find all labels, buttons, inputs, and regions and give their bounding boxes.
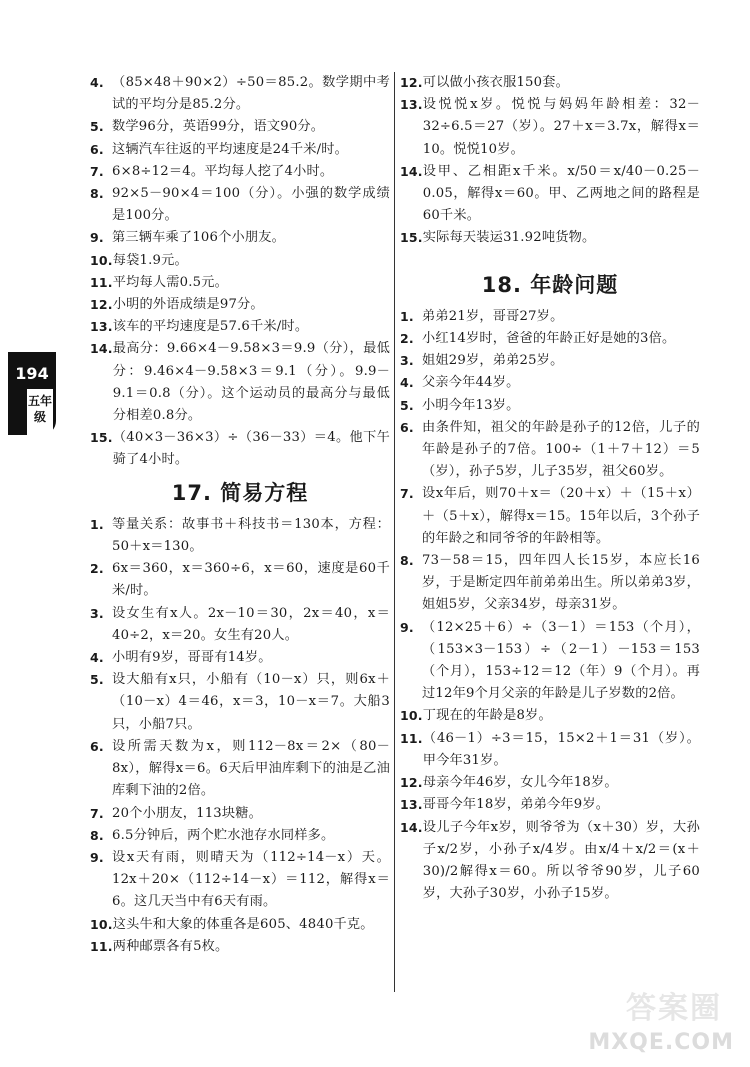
answer-item xyxy=(90,736,390,803)
answer-item xyxy=(400,483,700,550)
answer-number: 8. xyxy=(90,186,104,202)
answer-text: 等量关系：故事书＋科技书＝130本，方程：50＋x＝130。 xyxy=(112,516,390,555)
answer-text: （40×3－36×3）÷（36－33）＝4。他下午骑了4小时。 xyxy=(112,430,390,468)
answer-item xyxy=(90,825,390,847)
answer-text: 设儿子今年x岁，则爷爷为（x＋30）岁，大孙子x/2岁，小孙子x/4岁。由x/4＋x/2＝(x＋30)/2解得x＝60。所以爷爷90岁，儿子60岁，大孙子30岁，小孙子15岁。 xyxy=(422,819,700,902)
answer-number: 15. xyxy=(400,230,423,246)
answer-item xyxy=(90,161,390,183)
answer-item xyxy=(400,617,700,706)
answer-number: 2. xyxy=(400,331,414,347)
answer-item xyxy=(400,306,700,328)
answer-number: 1. xyxy=(90,516,104,532)
answer-item xyxy=(90,316,390,338)
answer-number: 12. xyxy=(400,775,423,791)
answer-text: 丁现在的年龄是8岁。 xyxy=(422,708,552,724)
answer-number: 7. xyxy=(90,805,104,821)
answer-item xyxy=(90,183,390,227)
left-column xyxy=(90,72,390,958)
answer-text: 姐姐29岁，弟弟25岁。 xyxy=(422,353,564,369)
page-number: 194 xyxy=(8,352,56,389)
answer-item xyxy=(90,514,390,558)
answer-text: 由条件知，祖父的年龄是孙子的12倍，儿子的年龄是孙子的7倍。100÷（1＋7＋12）＝5（岁），孙子5岁，儿子35岁，祖父60岁。 xyxy=(422,419,700,480)
page-tab xyxy=(8,352,56,435)
answer-number: 9. xyxy=(90,230,104,246)
answer-number: 5. xyxy=(400,397,414,413)
answer-number: 10. xyxy=(90,252,113,268)
answer-text: 实际每天装运31.92吨货物。 xyxy=(422,230,596,246)
right-column xyxy=(400,72,700,905)
answer-number: 8. xyxy=(400,553,414,569)
answer-item xyxy=(90,914,390,936)
answer-item xyxy=(400,161,700,228)
right-answer-list xyxy=(400,72,700,250)
answer-number: 10. xyxy=(90,916,113,932)
answer-text: 哥哥今年18岁，弟弟今年9岁。 xyxy=(422,797,610,813)
answer-text: 设女生有x人。2x－10＝30，2x＝40，x＝40÷2，x＝20。女生有20人。 xyxy=(112,605,390,643)
answer-number: 10. xyxy=(400,708,423,724)
section-17-title: 17. 简易方程 xyxy=(171,480,309,505)
answer-item xyxy=(90,250,390,272)
answer-text: 该车的平均速度是57.6千米/时。 xyxy=(112,319,309,335)
left-answer-list xyxy=(90,72,390,472)
answer-item xyxy=(400,328,700,350)
answer-number: 14. xyxy=(90,341,113,357)
answer-number: 12. xyxy=(400,75,423,90)
answer-number: 5. xyxy=(90,119,104,135)
answer-number: 13. xyxy=(400,97,423,113)
answer-number: 13. xyxy=(400,797,423,813)
answer-item xyxy=(400,417,700,484)
answer-number: 7. xyxy=(90,163,104,179)
answer-item xyxy=(400,94,700,161)
answer-item xyxy=(400,772,700,794)
answer-text: （12×25＋6）÷（3－1）＝153（个月），（153×3－153）÷（2－1）－153＝153（个月），153÷12＝12（年）9（个月）。再过12年9个月父亲的年龄是儿子岁数的2倍。 xyxy=(422,619,700,702)
column-divider xyxy=(394,72,395,992)
answer-item xyxy=(400,227,700,249)
answer-item xyxy=(90,227,390,249)
answer-number: 6. xyxy=(400,419,414,435)
answer-text: 20个小朋友，113块糖。 xyxy=(112,805,263,821)
answer-text: 小明今年13岁。 xyxy=(422,397,520,413)
answer-text: 6.5分钟后，两个贮水池存水同样多。 xyxy=(112,827,335,843)
answer-number: 11. xyxy=(400,730,423,746)
answer-text: 小红14岁时，爸爸的年龄正好是她的3倍。 xyxy=(422,331,676,347)
answer-text: 两种邮票各有5枚。 xyxy=(112,938,229,954)
answer-number: 7. xyxy=(400,486,414,502)
answer-number: 8. xyxy=(90,827,104,843)
answer-text: 父亲今年44岁。 xyxy=(422,375,520,391)
answer-item xyxy=(400,817,700,906)
answer-number: 12. xyxy=(90,297,113,313)
answer-text: 数学96分，英语99分，语文90分。 xyxy=(112,119,325,135)
answer-item xyxy=(400,550,700,617)
answer-item xyxy=(400,705,700,727)
answer-text: 平均每人需0.5元。 xyxy=(112,274,229,290)
answer-item xyxy=(90,294,390,316)
answer-text: 92×5－90×4＝100（分）。小强的数学成绩是100分。 xyxy=(112,186,390,224)
answer-text: 设x天有雨，则晴天为（112÷14－x）天。12x＋20×（112÷14－x）＝112，解得x＝6。这几天当中有6天有雨。 xyxy=(112,849,390,910)
answer-number: 1. xyxy=(400,308,414,324)
answer-number: 3. xyxy=(90,605,104,621)
answer-item xyxy=(90,647,390,669)
answer-text: 73－58＝15，四年四人长15岁，本应长16岁，于是断定四年前弟弟出生。所以弟弟3岁，姐姐5岁，父亲34岁，母亲31岁。 xyxy=(422,553,700,613)
answer-text: 这头牛和大象的体重各是605、4840千克。 xyxy=(112,916,374,932)
answer-item xyxy=(90,72,390,116)
answer-number: 9. xyxy=(90,849,104,865)
answer-text: 设悦悦x岁。悦悦与妈妈年龄相差：32－32÷6.5＝27（岁）。27＋x＝3.7x，解得x＝10。悦悦10岁。 xyxy=(422,97,700,157)
answer-text: 设甲、乙相距x千米。x/50＝x/40－0.25－0.05，解得x＝60。甲、乙两地之间的路程是60千米。 xyxy=(422,163,700,224)
answer-text: 这辆汽车往返的平均速度是24千米/时。 xyxy=(112,141,349,157)
answer-item xyxy=(400,72,700,94)
answer-number: 13. xyxy=(90,319,113,335)
answer-item xyxy=(90,338,390,427)
answer-item xyxy=(90,669,390,736)
section-18-answer-list xyxy=(400,306,700,905)
answer-item xyxy=(400,728,700,772)
answer-number: 11. xyxy=(90,938,113,954)
section-17-answer-list xyxy=(90,514,390,958)
answer-item xyxy=(400,395,700,417)
answer-text: 最高分：9.66×4－9.58×3＝9.9（分），最低分：9.46×4－9.58×3＝9.1（分）。9.9－9.1＝0.8（分）。这个运动员的最高分与最低分相差0.8分。 xyxy=(112,341,390,424)
answer-text: （85×48＋90×2）÷50＝85.2。数学期中考试的平均分是85.2分。 xyxy=(112,75,390,113)
answer-number: 4. xyxy=(90,75,104,90)
grade-label: 五年级 xyxy=(24,389,53,435)
answer-item xyxy=(400,350,700,372)
answer-item xyxy=(90,272,390,294)
answer-text: 可以做小孩衣服150套。 xyxy=(422,75,570,90)
answer-number: 3. xyxy=(400,353,414,369)
answer-number: 4. xyxy=(400,375,414,391)
watermark-url: MXQE.COM xyxy=(588,1030,734,1055)
answer-item xyxy=(400,794,700,816)
answer-item xyxy=(90,558,390,602)
answer-text: 6x＝360，x＝360÷6，x＝60，速度是60千米/时。 xyxy=(112,561,390,599)
answer-text: 设所需天数为x，则112－8x＝2×（80－8x），解得x＝6。6天后甲油库剩下的油是乙油库剩下油的2倍。 xyxy=(112,738,390,799)
answer-item xyxy=(90,803,390,825)
answer-text: 6×8÷12＝4。平均每人挖了4小时。 xyxy=(112,163,334,179)
answer-text: 每袋1.9元。 xyxy=(112,252,188,268)
answer-text: 设大船有x只，小船有（10－x）只，则6x＋（10－x）4＝46，x＝3，10－x＝7。大船3只，小船7只。 xyxy=(112,672,390,732)
answer-text: 小明有9岁，哥哥有14岁。 xyxy=(112,650,272,666)
answer-number: 15. xyxy=(90,430,113,446)
answer-item xyxy=(90,936,390,958)
watermark-logo: 答案圈 xyxy=(626,991,722,1026)
answer-item xyxy=(90,116,390,138)
answer-text: 第三辆车乘了106个小朋友。 xyxy=(112,230,286,246)
answer-text: （46－1）÷3＝15，15×2＋1＝31（岁）。甲今年31岁。 xyxy=(422,730,700,768)
answer-number: 11. xyxy=(90,274,113,290)
answer-item xyxy=(90,427,390,471)
answer-number: 14. xyxy=(400,819,423,835)
answer-text: 母亲今年46岁，女儿今年18岁。 xyxy=(422,775,618,791)
answer-text: 弟弟21岁，哥哥27岁。 xyxy=(422,308,564,324)
answer-number: 4. xyxy=(90,650,104,666)
answer-number: 2. xyxy=(90,561,104,577)
section-18-title: 18. 年龄问题 xyxy=(481,272,619,297)
answer-number: 6. xyxy=(90,141,104,157)
answer-text: 设x年后，则70＋x＝（20＋x）＋（15＋x）＋（5＋x），解得x＝15。15年以后，3个孙子的年龄之和同爷爷的年龄相等。 xyxy=(422,486,700,546)
answer-number: 6. xyxy=(90,738,104,754)
answer-item xyxy=(90,139,390,161)
answer-item xyxy=(400,372,700,394)
answer-text: 小明的外语成绩是97分。 xyxy=(112,297,264,313)
answer-item xyxy=(90,603,390,647)
answer-item xyxy=(90,847,390,914)
answer-number: 9. xyxy=(400,619,414,635)
answer-number: 14. xyxy=(400,163,423,179)
answer-number: 5. xyxy=(90,672,104,688)
